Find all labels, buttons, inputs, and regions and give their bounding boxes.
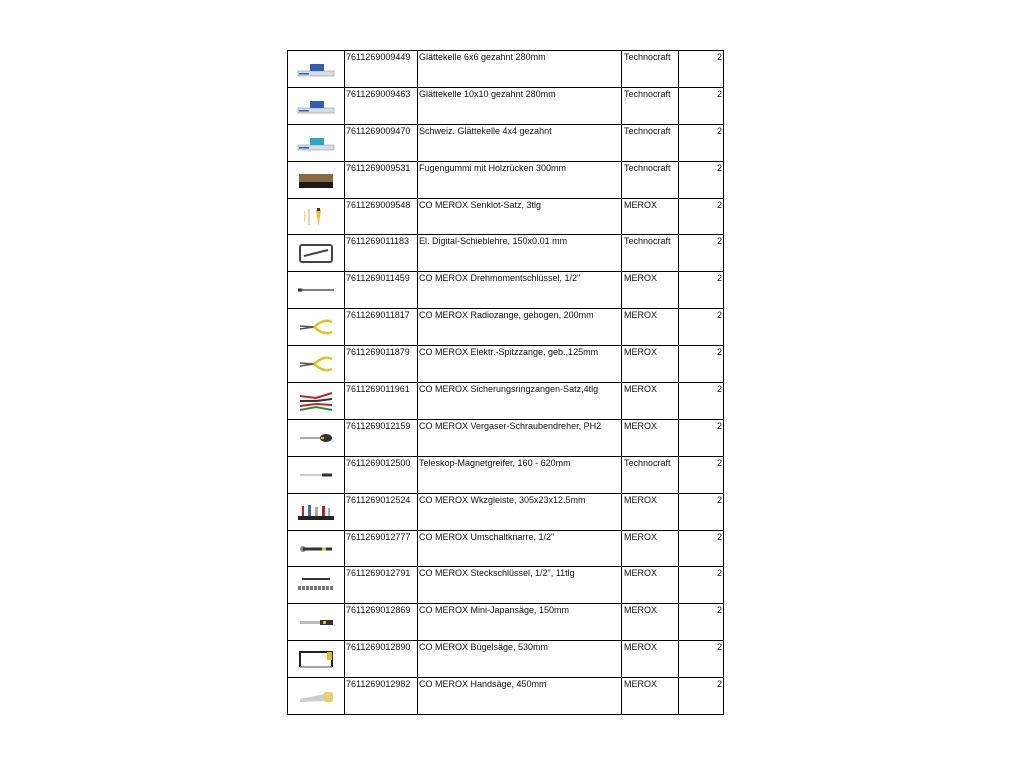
table-row bbox=[288, 678, 724, 715]
description-cell: Teleskop-Magnetgreifer, 160 - 620mm bbox=[418, 456, 622, 493]
table-row bbox=[288, 309, 724, 346]
ean-cell: 7611269009470 bbox=[345, 124, 418, 161]
quantity-cell: 2 bbox=[679, 678, 724, 715]
ean-cell: 7611269011961 bbox=[345, 383, 418, 420]
description-cell: CO MEROX Radiozange, gebogen, 200mm bbox=[418, 309, 622, 346]
ean-cell: 7611269011183 bbox=[345, 235, 418, 272]
description-cell: Fugengummi mit Holzrücken 300mm bbox=[418, 161, 622, 198]
quantity-cell: 2 bbox=[679, 346, 724, 383]
description-cell: CO MEROX Senklot-Satz, 3tlg bbox=[418, 198, 622, 235]
brand-cell: MEROX bbox=[622, 493, 679, 530]
description-cell: CO MEROX Mini-Japansäge, 150mm bbox=[418, 604, 622, 641]
table-row bbox=[288, 87, 724, 124]
ratchet-icon bbox=[296, 543, 336, 553]
ean-cell: 7611269012869 bbox=[345, 604, 418, 641]
quantity-cell: 2 bbox=[679, 419, 724, 456]
description-cell: CO MEROX Vergaser-Schraubendreher, PH2 bbox=[418, 419, 622, 456]
brand-cell: MEROX bbox=[622, 383, 679, 420]
tool-rail-icon bbox=[296, 506, 336, 516]
brand-cell: MEROX bbox=[622, 530, 679, 567]
ean-cell: 7611269009463 bbox=[345, 87, 418, 124]
table-row bbox=[288, 51, 724, 88]
quantity-cell: 2 bbox=[679, 235, 724, 272]
quantity-cell: 2 bbox=[679, 456, 724, 493]
ean-cell: 7611269009548 bbox=[345, 198, 418, 235]
table-row bbox=[288, 198, 724, 235]
trowel-icon bbox=[296, 100, 336, 110]
circlip-pliers-icon bbox=[296, 395, 336, 405]
description-cell: CO MEROX Wkzgleiste, 305x23x12.5mm bbox=[418, 493, 622, 530]
description-cell: CO MEROX Umschaltknarre, 1/2" bbox=[418, 530, 622, 567]
ean-cell: 7611269012982 bbox=[345, 678, 418, 715]
ean-cell: 7611269009449 bbox=[345, 51, 418, 88]
quantity-cell: 2 bbox=[679, 383, 724, 420]
table-row bbox=[288, 641, 724, 678]
product-image-cell bbox=[288, 51, 345, 88]
brand-cell: MEROX bbox=[622, 272, 679, 309]
product-image-cell bbox=[288, 346, 345, 383]
table-row bbox=[288, 235, 724, 272]
quantity-cell: 2 bbox=[679, 530, 724, 567]
brand-cell: Technocraft bbox=[622, 235, 679, 272]
trowel-icon bbox=[296, 63, 336, 73]
brand-cell: Technocraft bbox=[622, 124, 679, 161]
description-cell: CO MEROX Handsäge, 450mm bbox=[418, 678, 622, 715]
product-image-cell bbox=[288, 604, 345, 641]
table-row bbox=[288, 272, 724, 309]
brand-cell: MEROX bbox=[622, 604, 679, 641]
ean-cell: 7611269012524 bbox=[345, 493, 418, 530]
product-image-cell bbox=[288, 383, 345, 420]
product-table-body bbox=[288, 51, 724, 715]
description-cell: Schweiz. Glättekelle 4x4 gezahnt bbox=[418, 124, 622, 161]
quantity-cell: 2 bbox=[679, 641, 724, 678]
product-image-cell bbox=[288, 567, 345, 604]
ean-cell: 7611269011817 bbox=[345, 309, 418, 346]
table-row bbox=[288, 124, 724, 161]
brand-cell: Technocraft bbox=[622, 456, 679, 493]
ean-cell: 7611269011879 bbox=[345, 346, 418, 383]
ean-cell: 7611269011459 bbox=[345, 272, 418, 309]
screwdriver-icon bbox=[296, 432, 336, 442]
ean-cell: 7611269012791 bbox=[345, 567, 418, 604]
table-row bbox=[288, 493, 724, 530]
description-cell: Glättekelle 6x6 gezahnt 280mm bbox=[418, 51, 622, 88]
ean-cell: 7611269012890 bbox=[345, 641, 418, 678]
quantity-cell: 2 bbox=[679, 567, 724, 604]
product-image-cell bbox=[288, 124, 345, 161]
brand-cell: MEROX bbox=[622, 198, 679, 235]
product-image-cell bbox=[288, 456, 345, 493]
brand-cell: MEROX bbox=[622, 641, 679, 678]
table-row bbox=[288, 346, 724, 383]
magnetic-pickup-icon bbox=[296, 469, 336, 479]
quantity-cell: 2 bbox=[679, 51, 724, 88]
product-image-cell bbox=[288, 235, 345, 272]
description-cell: El. Digital-Schieblehre, 150x0.01 mm bbox=[418, 235, 622, 272]
table-row bbox=[288, 456, 724, 493]
product-image-cell bbox=[288, 493, 345, 530]
product-image-cell bbox=[288, 641, 345, 678]
ean-cell: 7611269012500 bbox=[345, 456, 418, 493]
handsaw-icon bbox=[296, 690, 336, 700]
pliers-icon bbox=[296, 322, 336, 332]
quantity-cell: 2 bbox=[679, 87, 724, 124]
quantity-cell: 2 bbox=[679, 161, 724, 198]
quantity-cell: 2 bbox=[679, 604, 724, 641]
brand-cell: MEROX bbox=[622, 678, 679, 715]
description-cell: CO MEROX Elektr.-Spitzzange, geb.,125mm bbox=[418, 346, 622, 383]
brand-cell: Technocraft bbox=[622, 51, 679, 88]
torque-wrench-icon bbox=[296, 285, 336, 295]
description-cell: Glättekelle 10x10 gezahnt 280mm bbox=[418, 87, 622, 124]
quantity-cell: 2 bbox=[679, 272, 724, 309]
hacksaw-icon bbox=[296, 654, 336, 664]
table-row bbox=[288, 530, 724, 567]
quantity-cell: 2 bbox=[679, 493, 724, 530]
ean-cell: 7611269009531 bbox=[345, 161, 418, 198]
brand-cell: Technocraft bbox=[622, 161, 679, 198]
product-image-cell bbox=[288, 161, 345, 198]
table-row bbox=[288, 567, 724, 604]
description-cell: CO MEROX Bügelsäge, 530mm bbox=[418, 641, 622, 678]
brand-cell: MEROX bbox=[622, 346, 679, 383]
plumb-bob-icon bbox=[296, 211, 336, 221]
product-image-cell bbox=[288, 678, 345, 715]
product-image-cell bbox=[288, 87, 345, 124]
table-row bbox=[288, 161, 724, 198]
ean-cell: 7611269012159 bbox=[345, 419, 418, 456]
description-cell: CO MEROX Drehmomentschlüssel, 1/2" bbox=[418, 272, 622, 309]
table-row bbox=[288, 604, 724, 641]
japan-saw-icon bbox=[296, 617, 336, 627]
product-table bbox=[287, 50, 724, 715]
product-image-cell bbox=[288, 309, 345, 346]
product-image-cell bbox=[288, 198, 345, 235]
description-cell: CO MEROX Steckschlüssel, 1/2", 11tlg bbox=[418, 567, 622, 604]
trowel-icon bbox=[296, 137, 336, 147]
quantity-cell: 2 bbox=[679, 198, 724, 235]
product-image-cell bbox=[288, 272, 345, 309]
brand-cell: Technocraft bbox=[622, 87, 679, 124]
description-cell: CO MEROX Sicherungsringzangen-Satz,4tlg bbox=[418, 383, 622, 420]
pliers-icon bbox=[296, 358, 336, 368]
brand-cell: MEROX bbox=[622, 309, 679, 346]
caliper-case-icon bbox=[296, 248, 336, 258]
product-image-cell bbox=[288, 419, 345, 456]
table-row bbox=[288, 419, 724, 456]
table-row bbox=[288, 383, 724, 420]
ean-cell: 7611269012777 bbox=[345, 530, 418, 567]
product-image-cell bbox=[288, 530, 345, 567]
quantity-cell: 2 bbox=[679, 309, 724, 346]
quantity-cell: 2 bbox=[679, 124, 724, 161]
rubber-float-icon bbox=[296, 174, 336, 184]
brand-cell: MEROX bbox=[622, 567, 679, 604]
brand-cell: MEROX bbox=[622, 419, 679, 456]
socket-set-icon bbox=[296, 580, 336, 590]
